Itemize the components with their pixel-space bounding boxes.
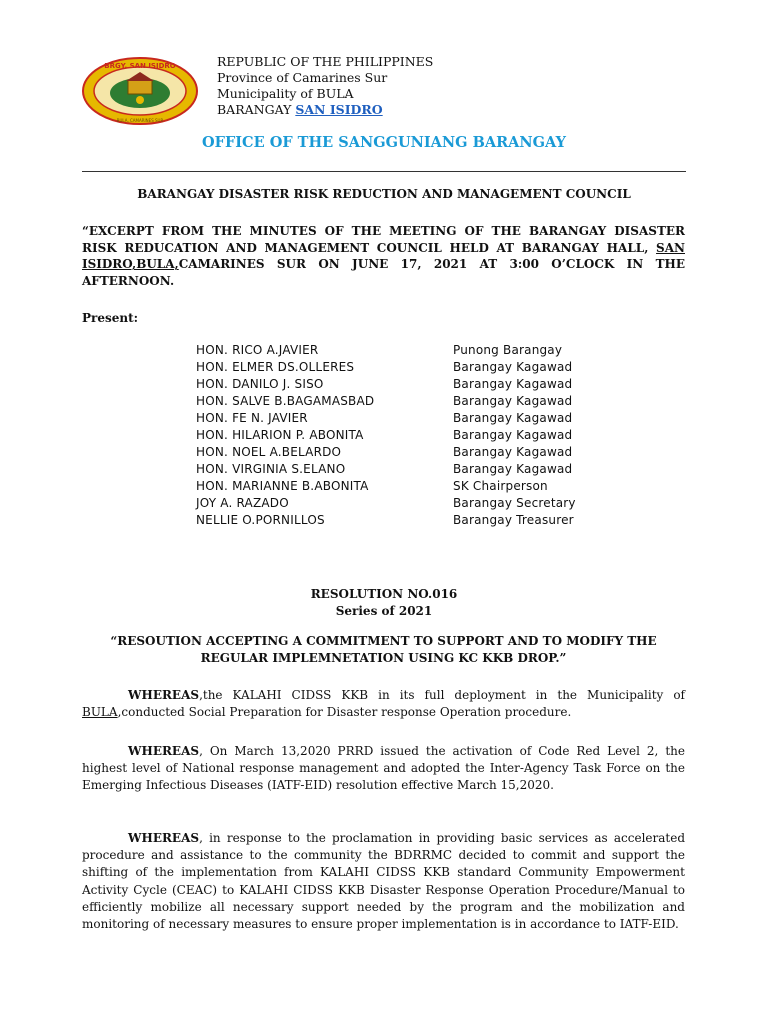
attendee-position: Barangay Kagawad <box>453 411 573 425</box>
attendee-name: NELLIE O.PORNILLOS <box>196 513 325 527</box>
attendee-position: Punong Barangay <box>453 343 563 357</box>
attendee-row <box>196 410 576 427</box>
attendee-row <box>196 495 576 512</box>
attendee-name: JOY A. RAZADO <box>196 496 289 510</box>
whereas-paragraph <box>82 743 685 795</box>
attendee-position: Barangay Kagawad <box>453 377 573 391</box>
attendee-name: HON. SALVE B.BAGAMASBAD <box>196 394 375 408</box>
attendee-list <box>196 342 576 529</box>
attendee-row <box>196 461 576 478</box>
resolution-number: RESOLUTION NO.016 <box>310 587 458 601</box>
header-barangay <box>217 102 433 118</box>
attendee-name: HON. ELMER DS.OLLERES <box>196 360 355 374</box>
whereas-text: , On March 13,2020 PRRD issued the activation of Code Red Level 2, the highest level of National response management and adopted the Inter-Agency Task Force on the Emerging Infectious Diseases (IATF-EID) resolution effective March 15,2020. <box>82 744 685 793</box>
whereas-paragraph <box>82 830 685 933</box>
attendee-position: Barangay Kagawad <box>453 445 573 459</box>
seal-logo-icon <box>80 56 200 126</box>
attendee-name: HON. HILARION P. ABONITA <box>196 428 364 442</box>
seal-bottom-text: BULA, CAMARINES SUR <box>116 118 164 123</box>
whereas-text-end: ,conducted Social Preparation for Disaster response Operation procedure. <box>117 705 572 720</box>
attendee-position: Barangay Treasurer <box>453 513 574 527</box>
office-title: OFFICE OF THE SANGGUNIANG BARANGAY <box>202 134 566 151</box>
whereas-underlined: BULA <box>82 705 118 720</box>
council-title: BARANGAY DISASTER RISK REDUCTION AND MANAGEMENT COUNCIL <box>137 187 631 201</box>
attendee-name: HON. MARIANNE B.ABONITA <box>196 479 369 493</box>
resolution-title: “RESOUTION ACCEPTING A COMMITMENT TO SUPPORT AND TO MODIFY THE REGULAR IMPLEMNETATION USING KC KKB DROP.” <box>110 634 657 665</box>
excerpt-part1: “EXCERPT FROM THE MINUTES OF THE MEETING OF THE BARANGAY DISASTER RISK REDUCATION AND MANAGEMENT COUNCIL HELD AT BARANGAY HALL, <box>82 224 685 255</box>
excerpt-paragraph <box>82 223 685 290</box>
excerpt-part2: CAMARINES SUR ON JUNE 17, 2021 AT 3:00 O’CLOCK IN THE AFTERNOON. <box>82 257 685 289</box>
attendee-row <box>196 342 576 359</box>
attendee-position: Barangay Kagawad <box>453 428 573 442</box>
attendee-name: HON. RICO A.JAVIER <box>196 343 319 357</box>
attendee-name: HON. DANILO J. SISO <box>196 377 324 391</box>
attendee-name: HON. FE N. JAVIER <box>196 411 308 425</box>
resolution-series: Series of 2021 <box>335 604 433 618</box>
whereas-text: ,the KALAHI CIDSS KKB in its full deployment in the Municipality of <box>199 688 685 702</box>
attendee-position: Barangay Kagawad <box>453 360 573 374</box>
barangay-name-link[interactable]: SAN ISIDRO <box>295 102 383 117</box>
whereas-lead: WHEREAS <box>128 688 200 702</box>
letterhead <box>217 54 433 118</box>
present-label: Present: <box>82 311 139 325</box>
whereas-text: , in response to the proclamation in providing basic services as accelerated procedure and assistance to the community the BDRRMC decided to commit and support the shifting of the implementation from KALAHI CIDSS KKB standard Community Empowerment Activity Cycle (CEAC) to KALAHI CIDSS KKB Disaster Response Operation Procedure/Manual to efficiently mobilize all necessary support needed by the program and the mobilization and monitoring of necessary measures to ensure proper implementation is in accordance to IATF-EID. <box>82 831 685 932</box>
attendee-name: HON. VIRGINIA S.ELANO <box>196 462 346 476</box>
attendee-row <box>196 427 576 444</box>
whereas-lead: WHEREAS <box>128 831 200 845</box>
excerpt-location: SAN ISIDRO,BULA, <box>82 240 685 272</box>
attendee-row <box>196 444 576 461</box>
header-province: Province of Camarines Sur <box>217 70 388 85</box>
attendee-row <box>196 359 576 376</box>
attendee-row <box>196 393 576 410</box>
resolution-heading <box>0 586 768 620</box>
seal-ring-text: BRGY. SAN ISIDRO <box>104 62 176 70</box>
barangay-seal <box>80 56 200 126</box>
whereas-paragraph <box>82 687 685 721</box>
attendee-row <box>196 478 576 495</box>
header-barangay-prefix: BARANGAY <box>217 102 296 117</box>
attendee-position: Barangay Kagawad <box>453 394 573 408</box>
header-republic: REPUBLIC OF THE PHILIPPINES <box>217 54 434 69</box>
header-divider <box>82 171 686 172</box>
attendee-row <box>196 512 576 529</box>
attendee-position: Barangay Kagawad <box>453 462 573 476</box>
header-municipality: Municipality of BULA <box>217 86 354 101</box>
attendee-name: HON. NOEL A.BELARDO <box>196 445 342 459</box>
whereas-lead: WHEREAS <box>128 744 200 758</box>
attendee-position: Barangay Secretary <box>453 496 576 510</box>
attendee-row <box>196 376 576 393</box>
attendee-position: SK Chairperson <box>453 479 548 493</box>
